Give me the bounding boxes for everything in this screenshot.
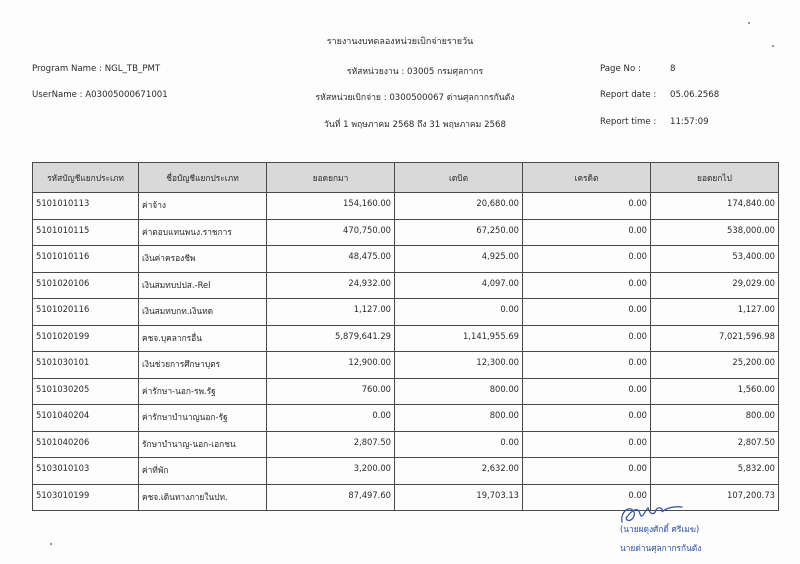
date-range: วันที่ 1 พฤษภาคม 2568 ถึง 31 พฤษภาคม 2568 — [324, 120, 506, 130]
trial-balance-table — [32, 162, 779, 511]
account-code-cell: 5101010115 — [33, 219, 139, 246]
credit-cell: 0.00 — [523, 272, 651, 299]
account-code-cell: 5103010103 — [33, 458, 139, 485]
opening-balance-cell: 1,127.00 — [267, 299, 395, 326]
table-header-row — [33, 163, 779, 193]
credit-cell: 0.00 — [523, 458, 651, 485]
debit-cell: 67,250.00 — [395, 219, 523, 246]
opening-balance-cell: 470,750.00 — [267, 219, 395, 246]
credit-cell: 0.00 — [523, 193, 651, 220]
signatory-name: (นายผดุงศักดิ์ ศรีเมฆ) — [620, 524, 700, 534]
opening-balance-cell: 3,200.00 — [267, 458, 395, 485]
debit-cell: 4,925.00 — [395, 246, 523, 273]
opening-balance-cell: 48,475.00 — [267, 246, 395, 273]
program-name: Program Name : NGL_TB_PMT — [32, 64, 161, 74]
debit-cell: 800.00 — [395, 405, 523, 432]
debit-cell: 0.00 — [395, 431, 523, 458]
credit-cell: 0.00 — [523, 405, 651, 432]
credit-cell: 0.00 — [523, 431, 651, 458]
scan-speck — [748, 22, 750, 24]
account-code-cell: 5101040206 — [33, 431, 139, 458]
credit-cell: 0.00 — [523, 219, 651, 246]
header-debit: เดบิต — [395, 163, 523, 193]
username: UserName : A03005000671001 — [32, 90, 168, 100]
scan-speck — [50, 543, 52, 545]
opening-balance-cell: 760.00 — [267, 378, 395, 405]
debit-cell: 0.00 — [395, 299, 523, 326]
disbursement-unit: รหัสหน่วยเบิกจ่าย : 0300500067 ด่านศุลกากรกันตัง — [315, 93, 515, 103]
table-row — [33, 246, 779, 273]
debit-cell: 19,703.13 — [395, 484, 523, 511]
credit-cell: 0.00 — [523, 325, 651, 352]
table-row — [33, 325, 779, 352]
account-name-cell: เงินช่วยการศึกษาบุตร — [139, 352, 267, 379]
report-title: รายงานงบทดลองหน่วยเบิกจ่ายรายวัน — [326, 37, 474, 47]
closing-balance-cell: 174,840.00 — [651, 193, 779, 220]
credit-cell: 0.00 — [523, 352, 651, 379]
closing-balance-cell: 25,200.00 — [651, 352, 779, 379]
debit-cell: 1,141,955.69 — [395, 325, 523, 352]
header-account-code: รหัสบัญชีแยกประเภท — [33, 163, 139, 193]
account-name-cell: ค่ารักษา-นอก-รพ.รัฐ — [139, 378, 267, 405]
report-date: 05.06.2568 — [670, 90, 720, 100]
account-code-cell: 5101040204 — [33, 405, 139, 432]
opening-balance-cell: 2,807.50 — [267, 431, 395, 458]
account-name-cell: ค่าที่พัก — [139, 458, 267, 485]
credit-cell: 0.00 — [523, 299, 651, 326]
signatory-position: นายด่านศุลกากรกันตัง — [620, 543, 702, 553]
opening-balance-cell: 0.00 — [267, 405, 395, 432]
table-row — [33, 219, 779, 246]
opening-balance-cell: 154,160.00 — [267, 193, 395, 220]
closing-balance-cell: 1,560.00 — [651, 378, 779, 405]
header-credit: เครดิต — [523, 163, 651, 193]
debit-cell: 20,680.00 — [395, 193, 523, 220]
closing-balance-cell: 538,000.00 — [651, 219, 779, 246]
page-number: 8 — [670, 64, 676, 74]
opening-balance-cell: 87,497.60 — [267, 484, 395, 511]
debit-cell: 2,632.00 — [395, 458, 523, 485]
account-name-cell: รักษาบำนาญ-นอก-เอกชน — [139, 431, 267, 458]
closing-balance-cell: 53,400.00 — [651, 246, 779, 273]
account-code-cell: 5101010113 — [33, 193, 139, 220]
account-name-cell: ค่ารักษาบำนาญนอก-รัฐ — [139, 405, 267, 432]
account-code-cell: 5101030205 — [33, 378, 139, 405]
opening-balance-cell: 5,879,641.29 — [267, 325, 395, 352]
table-row — [33, 458, 779, 485]
table-row — [33, 299, 779, 326]
closing-balance-cell: 2,807.50 — [651, 431, 779, 458]
table-row — [33, 378, 779, 405]
account-code-cell: 5101010116 — [33, 246, 139, 273]
account-code-cell: 5101020116 — [33, 299, 139, 326]
account-name-cell: เงินสมทบปปส.-Rel — [139, 272, 267, 299]
closing-balance-cell: 7,021,596.98 — [651, 325, 779, 352]
report-date-label: Report date : — [600, 90, 657, 100]
page-number-label: Page No : — [600, 64, 641, 74]
closing-balance-cell: 107,200.73 — [651, 484, 779, 511]
account-code-cell: 5101020106 — [33, 272, 139, 299]
credit-cell: 0.00 — [523, 378, 651, 405]
table-row — [33, 272, 779, 299]
account-name-cell: คชจ.บุคลากรอื่น — [139, 325, 267, 352]
header-opening-balance: ยอดยกมา — [267, 163, 395, 193]
table-row — [33, 431, 779, 458]
debit-cell: 800.00 — [395, 378, 523, 405]
agency-code: รหัสหน่วยงาน : 03005 กรมศุลกากร — [346, 67, 484, 77]
closing-balance-cell: 1,127.00 — [651, 299, 779, 326]
header-closing-balance: ยอดยกไป — [651, 163, 779, 193]
account-name-cell: เงินค่าครองชีพ — [139, 246, 267, 273]
closing-balance-cell: 5,832.00 — [651, 458, 779, 485]
account-name-cell: ค่าตอบแทนพนง.ราชการ — [139, 219, 267, 246]
credit-cell: 0.00 — [523, 484, 651, 511]
closing-balance-cell: 29,029.00 — [651, 272, 779, 299]
report-time-label: Report time : — [600, 117, 657, 127]
report-time: 11:57:09 — [670, 117, 709, 127]
debit-cell: 4,097.00 — [395, 272, 523, 299]
debit-cell: 12,300.00 — [395, 352, 523, 379]
table-row — [33, 405, 779, 432]
table-row — [33, 193, 779, 220]
account-name-cell: คชจ.เดินทางภายในปท. — [139, 484, 267, 511]
account-code-cell: 5103010199 — [33, 484, 139, 511]
header-account-name: ชื่อบัญชีแยกประเภท — [139, 163, 267, 193]
account-code-cell: 5101030101 — [33, 352, 139, 379]
opening-balance-cell: 12,900.00 — [267, 352, 395, 379]
account-code-cell: 5101020199 — [33, 325, 139, 352]
scan-speck — [772, 45, 774, 47]
opening-balance-cell: 24,932.00 — [267, 272, 395, 299]
account-name-cell: ค่าจ้าง — [139, 193, 267, 220]
table-row — [33, 352, 779, 379]
credit-cell: 0.00 — [523, 246, 651, 273]
closing-balance-cell: 800.00 — [651, 405, 779, 432]
account-name-cell: เงินสมทบกท.เงินทด — [139, 299, 267, 326]
